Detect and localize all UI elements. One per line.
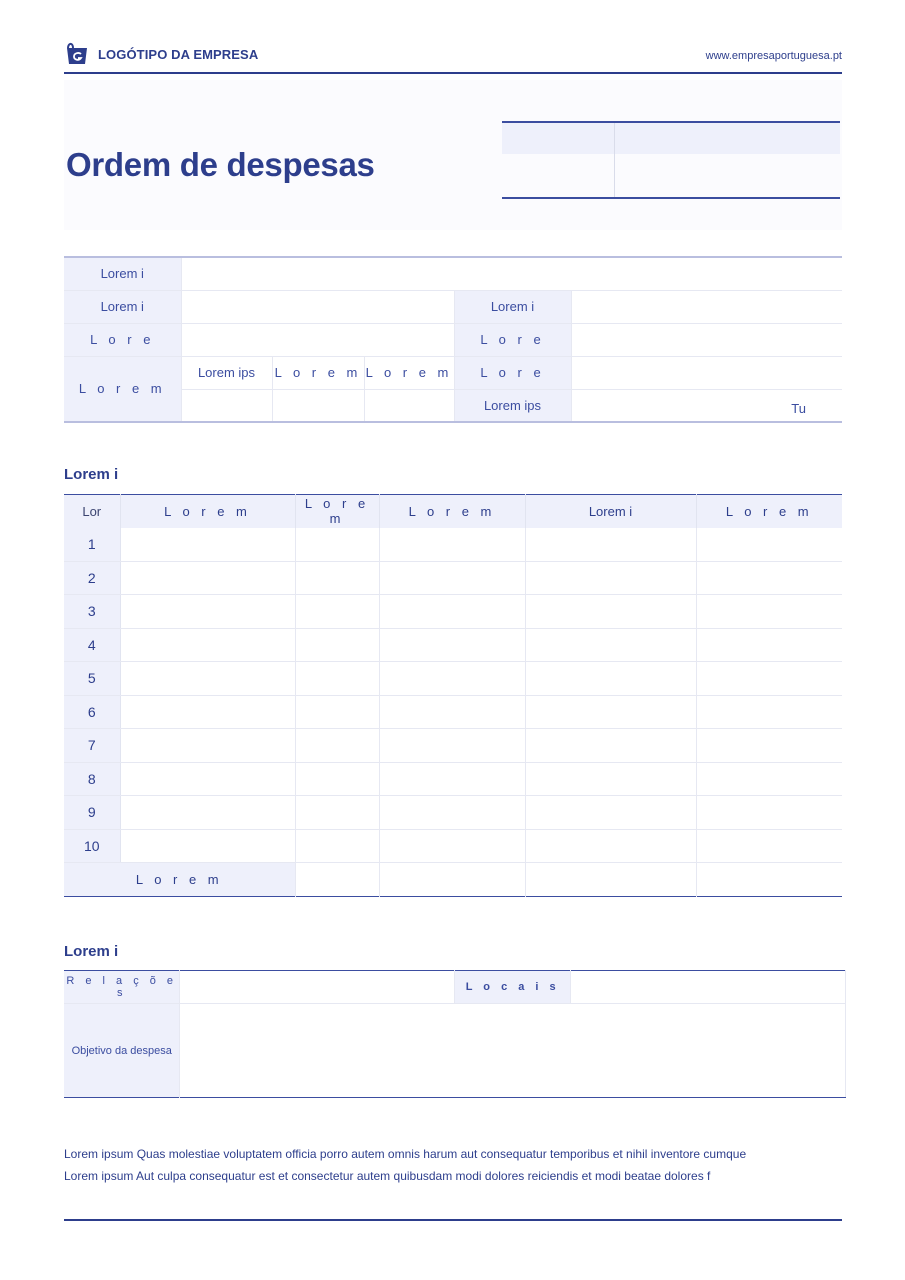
items-header-col1: L o r e m — [120, 495, 295, 528]
table-row — [64, 662, 842, 696]
info-label-3-right: L o r e — [454, 323, 571, 356]
table-row — [64, 595, 842, 629]
relations-table — [64, 970, 846, 1098]
items-header-col2: L o r e m — [295, 495, 379, 528]
row-number: 3 — [64, 595, 120, 629]
item-cell-col2[interactable] — [295, 796, 379, 830]
item-cell-col2[interactable] — [295, 829, 379, 863]
info-field-1[interactable] — [181, 257, 842, 290]
logo-text: LOGÓTIPO DA EMPRESA — [98, 46, 259, 62]
row-number: 4 — [64, 628, 120, 662]
item-cell-col2[interactable] — [295, 762, 379, 796]
table-row — [64, 796, 842, 830]
row-number: 8 — [64, 762, 120, 796]
relacoes-label: R e l a ç õ e s — [64, 971, 180, 1004]
item-cell-col1[interactable] — [120, 762, 295, 796]
item-cell-col1[interactable] — [120, 729, 295, 763]
row-number: 6 — [64, 695, 120, 729]
info-label-5-right: Lorem ips — [454, 389, 571, 422]
item-cell-col2[interactable] — [295, 595, 379, 629]
page-header — [64, 42, 842, 74]
item-cell-col5[interactable] — [696, 762, 842, 796]
info-sub-field-3[interactable] — [364, 389, 454, 422]
item-cell-col1[interactable] — [120, 561, 295, 595]
item-cell-col2[interactable] — [295, 528, 379, 562]
items-header-col4: Lorem i — [525, 495, 696, 528]
table-row — [64, 762, 842, 796]
objetivo-label: Objetivo da despesa — [64, 1004, 180, 1098]
item-cell-col1[interactable] — [120, 829, 295, 863]
item-cell-col4[interactable] — [525, 528, 696, 562]
item-cell-col1[interactable] — [120, 662, 295, 696]
info-field-4-right[interactable] — [571, 356, 842, 389]
item-cell-col3[interactable] — [379, 796, 525, 830]
objetivo-field[interactable] — [180, 1004, 846, 1098]
row-number: 1 — [64, 528, 120, 562]
row-number: 10 — [64, 829, 120, 863]
table-row — [64, 561, 842, 595]
info-label-4-right: L o r e — [454, 356, 571, 389]
footer-line-1: Lorem ipsum Quas molestiae voluptatem officia porro autem omnis harum aut consequatur temporibus et nihil inventore cumque — [64, 1147, 747, 1161]
row-number: 7 — [64, 729, 120, 763]
item-cell-col4[interactable] — [525, 729, 696, 763]
total-cell-col5[interactable] — [696, 863, 842, 897]
table-row — [64, 628, 842, 662]
item-cell-col2[interactable] — [295, 729, 379, 763]
info-sub-field-1[interactable] — [181, 389, 272, 422]
item-cell-col3[interactable] — [379, 662, 525, 696]
document-meta-box — [502, 121, 840, 199]
total-cell-col2[interactable] — [295, 863, 379, 897]
item-cell-col4[interactable] — [525, 561, 696, 595]
locais-field[interactable] — [571, 971, 846, 1004]
info-field-3-right[interactable] — [571, 323, 842, 356]
total-cell-col4[interactable] — [525, 863, 696, 897]
item-cell-col5[interactable] — [696, 561, 842, 595]
item-cell-col1[interactable] — [120, 628, 295, 662]
info-label-2-right: Lorem i — [454, 290, 571, 323]
info-sub-header-3: L o r e m — [364, 356, 454, 389]
row-number: 2 — [64, 561, 120, 595]
item-cell-col4[interactable] — [525, 628, 696, 662]
item-cell-col4[interactable] — [525, 762, 696, 796]
total-cell-col3[interactable] — [379, 863, 525, 897]
meta-box-header-row — [502, 123, 840, 154]
item-cell-col5[interactable] — [696, 528, 842, 562]
table-row — [64, 695, 842, 729]
item-cell-col1[interactable] — [120, 595, 295, 629]
item-cell-col2[interactable] — [295, 662, 379, 696]
locais-label: L o c a i s — [455, 971, 571, 1004]
item-cell-col3[interactable] — [379, 595, 525, 629]
info-table — [64, 256, 842, 423]
info-field-2[interactable] — [181, 290, 454, 323]
footer-text — [64, 1143, 854, 1187]
item-cell-col4[interactable] — [525, 695, 696, 729]
item-cell-col5[interactable] — [696, 595, 842, 629]
item-cell-col3[interactable] — [379, 561, 525, 595]
item-cell-col5[interactable] — [696, 628, 842, 662]
item-cell-col5[interactable] — [696, 662, 842, 696]
table-row — [64, 729, 842, 763]
info-label-1: Lorem i — [64, 257, 181, 290]
total-label: L o r e m — [64, 863, 295, 897]
item-cell-col5[interactable] — [696, 829, 842, 863]
item-cell-col2[interactable] — [295, 628, 379, 662]
items-table — [64, 494, 842, 897]
item-cell-col2[interactable] — [295, 561, 379, 595]
item-cell-col3[interactable] — [379, 829, 525, 863]
relations-section-title: Lorem i — [64, 943, 119, 960]
item-cell-col1[interactable] — [120, 695, 295, 729]
company-logo — [64, 42, 258, 66]
info-field-3[interactable] — [181, 323, 454, 356]
meta-box-divider — [614, 123, 615, 197]
info-field-5-value[interactable]: Tu — [791, 400, 806, 416]
item-cell-col5[interactable] — [696, 729, 842, 763]
page-title: Ordem de despesas — [66, 146, 375, 183]
item-cell-col3[interactable] — [379, 762, 525, 796]
items-header-number: Lor — [64, 495, 120, 528]
row-number: 9 — [64, 796, 120, 830]
item-cell-col1[interactable] — [120, 528, 295, 562]
total-row — [64, 863, 842, 897]
item-cell-col4[interactable] — [525, 595, 696, 629]
items-header-col5: L o r e m — [696, 495, 842, 528]
items-header-col3: L o r e m — [379, 495, 525, 528]
item-cell-col2[interactable] — [295, 695, 379, 729]
footer-line-2: Lorem ipsum Aut culpa consequatur est et consectetur autem quibusdam modi dolores reiciendis et modi beatae dolores f — [64, 1169, 711, 1183]
table-row — [64, 829, 842, 863]
info-label-3: L o r e — [64, 323, 181, 356]
item-cell-col5[interactable] — [696, 796, 842, 830]
row-number: 5 — [64, 662, 120, 696]
info-sub-header-1: Lorem ips — [181, 356, 272, 389]
items-section-title: Lorem i — [64, 466, 119, 483]
item-cell-col1[interactable] — [120, 796, 295, 830]
item-cell-col5[interactable] — [696, 695, 842, 729]
website-link[interactable]: www.empresaportuguesa.pt — [705, 50, 842, 62]
bucket-g-icon — [64, 42, 90, 66]
info-label-4: L o r e m — [64, 356, 181, 422]
info-sub-field-2[interactable] — [272, 389, 364, 422]
item-cell-col3[interactable] — [379, 695, 525, 729]
item-cell-col3[interactable] — [379, 729, 525, 763]
item-cell-col3[interactable] — [379, 628, 525, 662]
info-sub-header-2: L o r e m — [272, 356, 364, 389]
relacoes-field[interactable] — [180, 971, 455, 1004]
info-field-2-right[interactable] — [571, 290, 842, 323]
footer-divider — [64, 1219, 842, 1221]
table-row — [64, 528, 842, 562]
item-cell-col4[interactable] — [525, 796, 696, 830]
info-label-2: Lorem i — [64, 290, 181, 323]
item-cell-col3[interactable] — [379, 528, 525, 562]
item-cell-col4[interactable] — [525, 662, 696, 696]
item-cell-col4[interactable] — [525, 829, 696, 863]
